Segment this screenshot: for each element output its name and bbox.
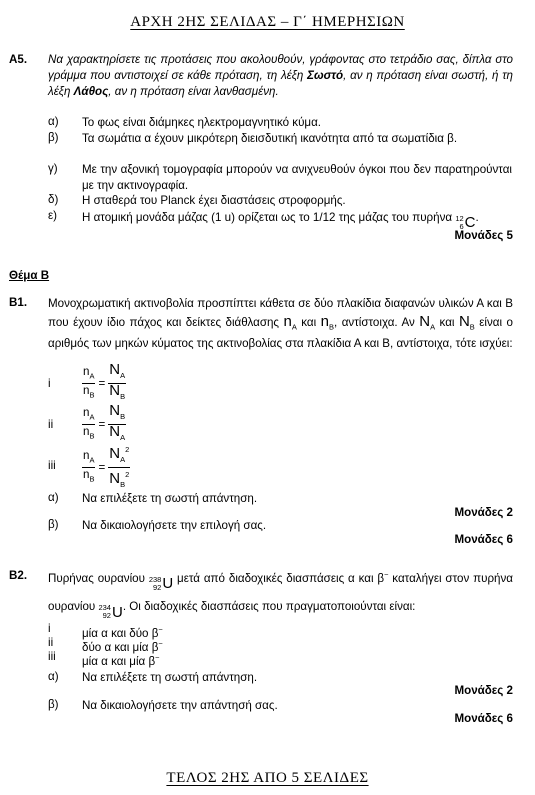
- a5-item-text: Η σταθερά του Planck έχει διαστάσεις στροφορμής.: [82, 194, 346, 207]
- a5-item-text: Με την αξονική τομογραφία μπορούν να ανιχνευθούν όγκοι που δεν παρατηρούνται με την ακτινογραφία.: [82, 163, 512, 192]
- b1-option-i-formula: $\frac{n_A}{n_B}$ = $\frac{N_A}{N_B}$: [83, 361, 126, 401]
- b1-option-ii-formula: $\frac{n_A}{n_B}$ = $\frac{N_B}{N_A}$: [83, 402, 126, 442]
- a5-item-text: Το φως είναι διάμηκες ηλεκτρομαγνητικό κύμα.: [82, 116, 322, 129]
- a5-marks: Μονάδες 5: [454, 229, 513, 242]
- a5-item-label: β): [48, 131, 59, 144]
- page-header: ΑΡΧΗ 2ΗΣ ΣΕΛΙΔΑΣ – Γ΄ ΗΜΕΡΗΣΙΩΝ: [130, 14, 405, 30]
- uranium-238-nuclide: 238 92 U: [148, 574, 174, 593]
- question-b1-text: Μονοχρωματική ακτινοβολία προσπίπτει κάθετα σε δύο πλακίδια διαφανών υλικών Α και Β που έχουν ίδιο πάχος και δείκτες διάθλασης $n_A$ και $n_B$, αντίστοιχα. Αν $N_A$ και $N_B$ είναι ο αριθμός των μηκών κύματος της ακτινοβολίας στα πλακίδια Α και Β, αντίστοιχα, τότε ισχύει:: [48, 297, 513, 351]
- a5-item-text: Η ατομική μονάδα μάζας (1 u) ορίζεται ως το 1/12 της μάζας του πυρήνα 12 6 C .: [82, 211, 479, 231]
- b2-sub-b-marks: Μονάδες 6: [454, 712, 513, 725]
- b2-choice-label: i: [48, 622, 51, 635]
- a5-item-label: γ): [48, 162, 58, 175]
- b2-sub-b-text: Να δικαιολογήσετε την απάντησή σας.: [82, 699, 278, 712]
- b2-choice-text: μία α και δύο β−: [82, 625, 163, 640]
- b2-choice-label: iii: [48, 650, 56, 663]
- question-b1-number: Β1.: [9, 296, 28, 309]
- b2-sub-b-label: β): [48, 698, 59, 711]
- b2-choice-text: μία α και μία β−: [82, 653, 160, 668]
- b1-sub-a-marks: Μονάδες 2: [454, 506, 513, 519]
- a5-item-label: δ): [48, 193, 59, 206]
- question-a5-number: Α5.: [9, 53, 28, 66]
- a5-item-label: ε): [48, 209, 58, 222]
- b2-choice-label: ii: [48, 636, 54, 649]
- b1-sub-b-text: Να δικαιολογήσετε την επιλογή σας.: [82, 519, 267, 532]
- a5-item-text: Τα σωμάτια α έχουν μικρότερη διεισδυτική ικανότητα από τα σωματίδια β.: [82, 132, 458, 145]
- b1-option-label: iii: [48, 459, 56, 472]
- b2-sub-a-text: Να επιλέξετε τη σωστή απάντηση.: [82, 671, 258, 684]
- page-footer: ΤΕΛΟΣ 2ΗΣ ΑΠΟ 5 ΣΕΛΙΔΕΣ: [166, 770, 369, 786]
- question-b2-text: Πυρήνας ουρανίου 238 92 U μετά από διαδοχικές διασπάσεις α και β− καταλήγει στον πυρήνα ουρανίου 234 92 U . Οι διαδοχικές διασπάσεις που πραγματοποιούνται είναι:: [48, 563, 513, 624]
- b2-sub-a-label: α): [48, 670, 59, 683]
- b1-sub-a-text: Να επιλέξετε τη σωστή απάντηση.: [82, 492, 258, 505]
- uranium-234-nuclide: 234 92 U: [98, 603, 123, 621]
- section-title-theme-b: Θέμα Β: [9, 269, 50, 282]
- b1-sub-b-label: β): [48, 518, 59, 531]
- b1-option-label: ii: [48, 418, 54, 431]
- b1-option-label: i: [48, 377, 51, 390]
- b1-sub-a-label: α): [48, 491, 59, 504]
- b2-sub-a-marks: Μονάδες 2: [454, 684, 513, 697]
- b1-sub-b-marks: Μονάδες 6: [454, 533, 513, 546]
- carbon-nuclide: 12 6 C: [455, 214, 476, 231]
- question-b2-number: Β2.: [9, 569, 28, 582]
- b1-option-iii-formula: $\frac{n_A}{n_B}$ = $\frac{N_A^2}{N_B^2}$: [83, 445, 130, 489]
- b2-choice-text: δύο α και μία β−: [82, 639, 163, 654]
- question-a5-instructions: Να χαρακτηρίσετε τις προτάσεις που ακολουθούν, γράφοντας στο τετράδιο σας, δίπλα στο γράμμα που αντιστοιχεί σε κάθε πρόταση, τη λέξη Σωστό, αν η πρόταση είναι σωστή, ή τη λέξη Λάθος, αν η πρόταση είναι λανθασμένη.: [48, 53, 513, 99]
- a5-item-label: α): [48, 115, 59, 128]
